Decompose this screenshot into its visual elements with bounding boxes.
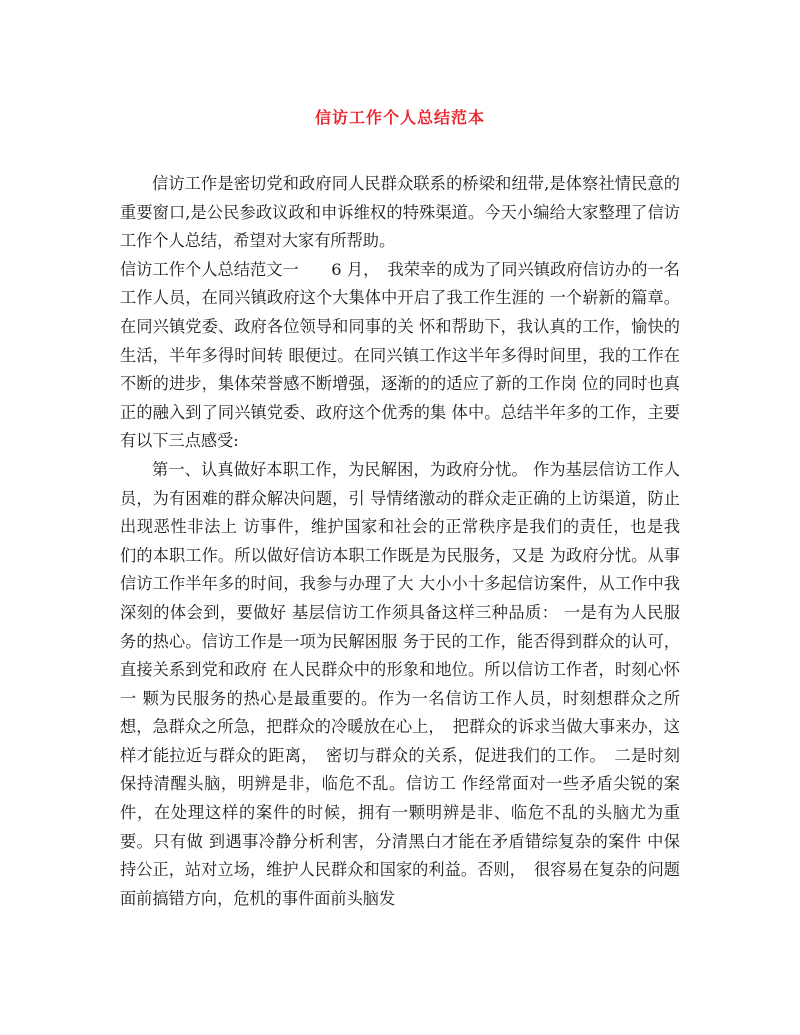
paragraph-sample-one: 信访工作个人总结范文一 6 月， 我荣幸的成为了同兴镇政府信访办的一名工作人员，在同兴镇政府这个大集体中开启了我工作生涯的 一个崭新的篇章。在同兴镇党委、政府各位领导和同事的关 怀和帮助下，我认真的工作，愉快的生活，半年多得时间转 眼便过。在同兴镇工作这半年多得时间里，我的工作在不断的进步，集体荣誉感不断增强，逐渐的的适应了新的工作岗 位的同时也真正的融入到了同兴镇党委、政府这个优秀的集 体中。总结半年多的工作，主要有以下三点感受: — [120, 259, 680, 451]
paragraph-intro: 信访工作是密切党和政府同人民群众联系的桥梁和纽带,是体察社情民意的重要窗口,是公民参政议政和申诉维权的特殊渠道。今天小编给大家整理了信访工作个人总结，希望对大家有所帮助。 — [120, 174, 680, 251]
document-title: 信访工作个人总结范本 — [314, 108, 485, 127]
document-body — [120, 170, 680, 913]
paragraph-point-one: 第一、认真做好本职工作，为民解困，为政府分忧。 作为基层信访工作人员，为有困难的群众解决问题，引 导情绪激动的群众走正确的上访渠道，防止出现恶性非法上 访事件，维护国家和社会的正常秩序是我们的责任，也是我 们的本职工作。所以做好信访本职工作既是为民服务，又是 为政府分忧。从事信访工作半年多的时间，我参与办理了大 大小小十多起信访案件，从工作中我深刻的体会到，要做好 基层信访工作须具备这样三种品质： 一是有为人民服务的热心。信访工作是一项为民解困服 务于民的工作，能否得到群众的认可，直接关系到党和政府 在人民群众中的形象和地位。所以信访工作者，时刻心怀一 颗为民服务的热心是最重要的。作为一名信访工作人员，时刻想群众之所想，急群众之所急，把群众的冷暖放在心上， 把群众的诉求当做大事来办，这样才能拉近与群众的距离， 密切与群众的关系，促进我们的工作。 二是时刻保持清醒头脑，明辨是非，临危不乱。信访工 作经常面对一些矛盾尖锐的案件，在处理这样的案件的时候，拥有一颗明辨是非、临危不乱的头脑尤为重要。只有做 到遇事冷静分析利害，分清黑白才能在矛盾错综复杂的案件 中保持公正，站对立场，维护人民群众和国家的利益。否则， 很容易在复杂的问题面前搞错方向，危机的事件面前头脑发 — [120, 459, 680, 908]
